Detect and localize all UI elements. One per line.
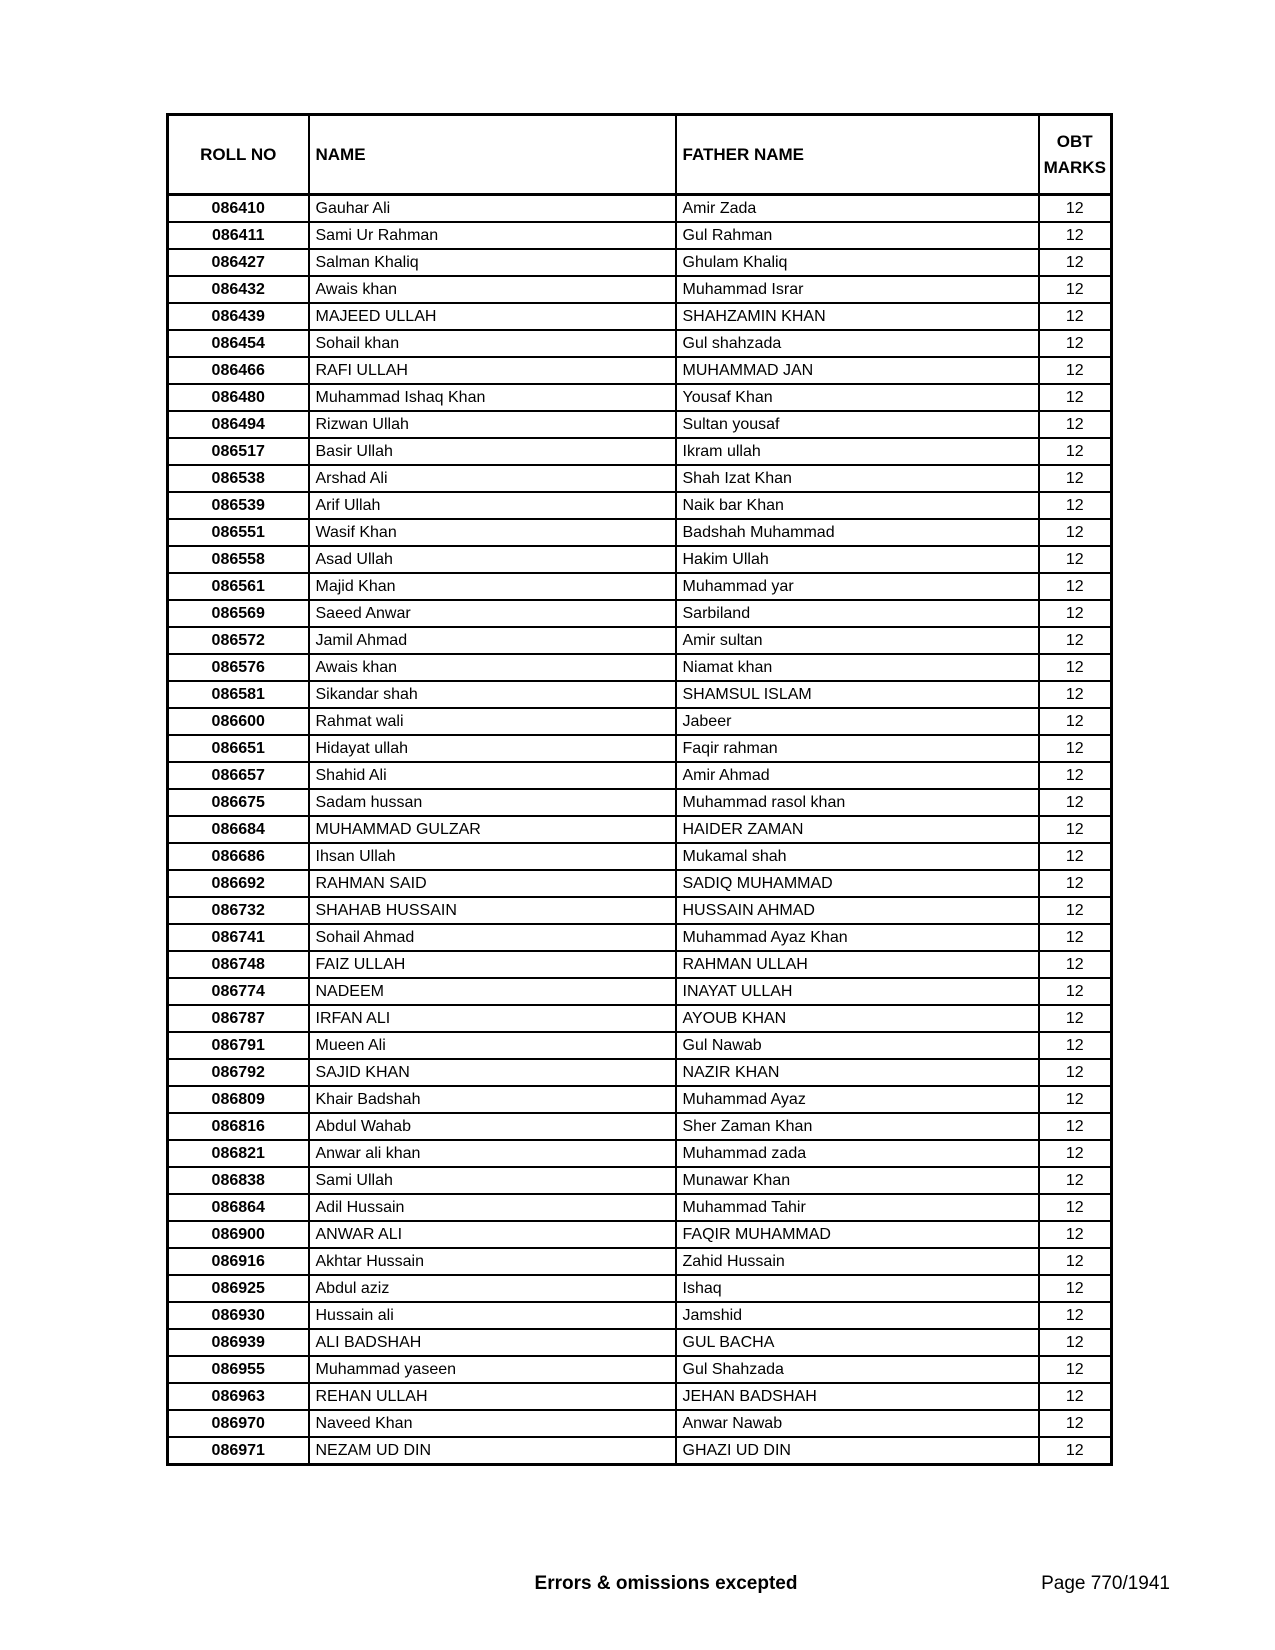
name-cell: Anwar ali khan xyxy=(309,1140,676,1167)
father-name-cell: FAQIR MUHAMMAD xyxy=(676,1221,1039,1248)
col-header-obt-marks: OBT MARKS xyxy=(1039,115,1112,195)
father-name-cell: SADIQ MUHAMMAD xyxy=(676,870,1039,897)
obt-marks-cell: 12 xyxy=(1039,384,1112,411)
father-name-cell: Munawar Khan xyxy=(676,1167,1039,1194)
results-table xyxy=(166,113,1113,1466)
table-row xyxy=(168,438,1112,465)
name-cell: ANWAR ALI xyxy=(309,1221,676,1248)
name-cell: Sikandar shah xyxy=(309,681,676,708)
table-row xyxy=(168,897,1112,924)
table-row xyxy=(168,195,1112,223)
father-name-cell: Faqir rahman xyxy=(676,735,1039,762)
father-name-cell: GHAZI UD DIN xyxy=(676,1437,1039,1465)
obt-marks-cell: 12 xyxy=(1039,924,1112,951)
obt-marks-cell: 12 xyxy=(1039,519,1112,546)
father-name-cell: SHAHZAMIN KHAN xyxy=(676,303,1039,330)
father-name-cell: Jabeer xyxy=(676,708,1039,735)
roll-no-cell: 086427 xyxy=(168,249,309,276)
father-name-cell: GUL BACHA xyxy=(676,1329,1039,1356)
obt-marks-cell: 12 xyxy=(1039,465,1112,492)
name-cell: Hussain ali xyxy=(309,1302,676,1329)
obt-marks-cell: 12 xyxy=(1039,1410,1112,1437)
obt-marks-cell: 12 xyxy=(1039,951,1112,978)
table-row xyxy=(168,276,1112,303)
father-name-cell: Amir sultan xyxy=(676,627,1039,654)
roll-no-cell: 086581 xyxy=(168,681,309,708)
obt-marks-cell: 12 xyxy=(1039,1140,1112,1167)
table-row xyxy=(168,492,1112,519)
table-row xyxy=(168,1167,1112,1194)
name-cell: RAFI ULLAH xyxy=(309,357,676,384)
obt-marks-cell: 12 xyxy=(1039,978,1112,1005)
name-cell: Arif Ullah xyxy=(309,492,676,519)
name-cell: Ihsan Ullah xyxy=(309,843,676,870)
roll-no-cell: 086651 xyxy=(168,735,309,762)
name-cell: Awais khan xyxy=(309,276,676,303)
obt-marks-cell: 12 xyxy=(1039,195,1112,223)
father-name-cell: SHAMSUL ISLAM xyxy=(676,681,1039,708)
header-row xyxy=(168,115,1112,195)
obt-marks-cell: 12 xyxy=(1039,600,1112,627)
roll-no-cell: 086971 xyxy=(168,1437,309,1465)
obt-marks-cell: 12 xyxy=(1039,1383,1112,1410)
roll-no-cell: 086955 xyxy=(168,1356,309,1383)
father-name-cell: Gul shahzada xyxy=(676,330,1039,357)
name-cell: Shahid Ali xyxy=(309,762,676,789)
roll-no-cell: 086686 xyxy=(168,843,309,870)
name-cell: Wasif Khan xyxy=(309,519,676,546)
table-row xyxy=(168,1410,1112,1437)
obt-marks-cell: 12 xyxy=(1039,897,1112,924)
obt-marks-cell: 12 xyxy=(1039,1356,1112,1383)
obt-marks-cell: 12 xyxy=(1039,546,1112,573)
obt-marks-cell: 12 xyxy=(1039,627,1112,654)
roll-no-cell: 086561 xyxy=(168,573,309,600)
obt-marks-cell: 12 xyxy=(1039,1086,1112,1113)
table-row xyxy=(168,627,1112,654)
name-cell: NADEEM xyxy=(309,978,676,1005)
name-cell: Sami Ullah xyxy=(309,1167,676,1194)
father-name-cell: Ikram ullah xyxy=(676,438,1039,465)
roll-no-cell: 086538 xyxy=(168,465,309,492)
table-row xyxy=(168,708,1112,735)
father-name-cell: Muhammad zada xyxy=(676,1140,1039,1167)
father-name-cell: Anwar Nawab xyxy=(676,1410,1039,1437)
table-row xyxy=(168,1032,1112,1059)
roll-no-cell: 086821 xyxy=(168,1140,309,1167)
table-row xyxy=(168,600,1112,627)
father-name-cell: Muhammad Tahir xyxy=(676,1194,1039,1221)
obt-marks-cell: 12 xyxy=(1039,1113,1112,1140)
father-name-cell: Mukamal shah xyxy=(676,843,1039,870)
name-cell: Sohail khan xyxy=(309,330,676,357)
father-name-cell: Gul Nawab xyxy=(676,1032,1039,1059)
roll-no-cell: 086494 xyxy=(168,411,309,438)
table-row xyxy=(168,546,1112,573)
table-row xyxy=(168,357,1112,384)
name-cell: Khair Badshah xyxy=(309,1086,676,1113)
table-row xyxy=(168,1113,1112,1140)
name-cell: ALI BADSHAH xyxy=(309,1329,676,1356)
father-name-cell: Muhammad yar xyxy=(676,573,1039,600)
roll-no-cell: 086576 xyxy=(168,654,309,681)
roll-no-cell: 086411 xyxy=(168,222,309,249)
name-cell: Adil Hussain xyxy=(309,1194,676,1221)
name-cell: Sohail Ahmad xyxy=(309,924,676,951)
table-row xyxy=(168,1437,1112,1465)
roll-no-cell: 086432 xyxy=(168,276,309,303)
name-cell: Gauhar Ali xyxy=(309,195,676,223)
results-table-body xyxy=(168,195,1112,1465)
obt-marks-cell: 12 xyxy=(1039,1032,1112,1059)
table-row xyxy=(168,330,1112,357)
father-name-cell: Gul Shahzada xyxy=(676,1356,1039,1383)
name-cell: Akhtar Hussain xyxy=(309,1248,676,1275)
roll-no-cell: 086838 xyxy=(168,1167,309,1194)
table-row xyxy=(168,951,1112,978)
name-cell: Mueen Ali xyxy=(309,1032,676,1059)
name-cell: MAJEED ULLAH xyxy=(309,303,676,330)
obt-marks-cell: 12 xyxy=(1039,762,1112,789)
table-row xyxy=(168,573,1112,600)
obt-marks-cell: 12 xyxy=(1039,1059,1112,1086)
roll-no-cell: 086732 xyxy=(168,897,309,924)
father-name-cell: RAHMAN ULLAH xyxy=(676,951,1039,978)
name-cell: Majid Khan xyxy=(309,573,676,600)
roll-no-cell: 086741 xyxy=(168,924,309,951)
roll-no-cell: 086600 xyxy=(168,708,309,735)
obt-marks-cell: 12 xyxy=(1039,1194,1112,1221)
roll-no-cell: 086748 xyxy=(168,951,309,978)
obt-marks-cell: 12 xyxy=(1039,1005,1112,1032)
father-name-cell: Muhammad rasol khan xyxy=(676,789,1039,816)
roll-no-cell: 086787 xyxy=(168,1005,309,1032)
obt-marks-cell: 12 xyxy=(1039,411,1112,438)
roll-no-cell: 086900 xyxy=(168,1221,309,1248)
name-cell: Arshad Ali xyxy=(309,465,676,492)
table-row xyxy=(168,519,1112,546)
roll-no-cell: 086963 xyxy=(168,1383,309,1410)
roll-no-cell: 086916 xyxy=(168,1248,309,1275)
father-name-cell: Shah Izat Khan xyxy=(676,465,1039,492)
roll-no-cell: 086774 xyxy=(168,978,309,1005)
father-name-cell: Muhammad Israr xyxy=(676,276,1039,303)
father-name-cell: Niamat khan xyxy=(676,654,1039,681)
obt-marks-cell: 12 xyxy=(1039,1275,1112,1302)
father-name-cell: Gul Rahman xyxy=(676,222,1039,249)
father-name-cell: AYOUB KHAN xyxy=(676,1005,1039,1032)
page-number: Page 770/1941 xyxy=(1041,1573,1170,1594)
name-cell: Hidayat ullah xyxy=(309,735,676,762)
table-row xyxy=(168,222,1112,249)
table-row xyxy=(168,1221,1112,1248)
roll-no-cell: 086517 xyxy=(168,438,309,465)
table-row xyxy=(168,1302,1112,1329)
roll-no-cell: 086925 xyxy=(168,1275,309,1302)
father-name-cell: Muhammad Ayaz xyxy=(676,1086,1039,1113)
roll-no-cell: 086675 xyxy=(168,789,309,816)
roll-no-cell: 086551 xyxy=(168,519,309,546)
father-name-cell: HAIDER ZAMAN xyxy=(676,816,1039,843)
name-cell: IRFAN ALI xyxy=(309,1005,676,1032)
obt-marks-cell: 12 xyxy=(1039,1248,1112,1275)
roll-no-cell: 086792 xyxy=(168,1059,309,1086)
father-name-cell: Sher Zaman Khan xyxy=(676,1113,1039,1140)
roll-no-cell: 086684 xyxy=(168,816,309,843)
roll-no-cell: 086930 xyxy=(168,1302,309,1329)
name-cell: Rahmat wali xyxy=(309,708,676,735)
roll-no-cell: 086939 xyxy=(168,1329,309,1356)
father-name-cell: Yousaf Khan xyxy=(676,384,1039,411)
table-row xyxy=(168,789,1112,816)
footer-note: Errors & omissions excepted xyxy=(534,1573,798,1594)
father-name-cell: JEHAN BADSHAH xyxy=(676,1383,1039,1410)
name-cell: REHAN ULLAH xyxy=(309,1383,676,1410)
roll-no-cell: 086439 xyxy=(168,303,309,330)
father-name-cell: Hakim Ullah xyxy=(676,546,1039,573)
roll-no-cell: 086816 xyxy=(168,1113,309,1140)
table-row xyxy=(168,924,1112,951)
table-row xyxy=(168,735,1112,762)
roll-no-cell: 086454 xyxy=(168,330,309,357)
table-row xyxy=(168,1275,1112,1302)
obt-marks-cell: 12 xyxy=(1039,1221,1112,1248)
name-cell: FAIZ ULLAH xyxy=(309,951,676,978)
father-name-cell: Sultan yousaf xyxy=(676,411,1039,438)
obt-marks-cell: 12 xyxy=(1039,654,1112,681)
table-row xyxy=(168,1194,1112,1221)
name-cell: Muhammad Ishaq Khan xyxy=(309,384,676,411)
name-cell: Sami Ur Rahman xyxy=(309,222,676,249)
obt-marks-cell: 12 xyxy=(1039,1167,1112,1194)
name-cell: Abdul Wahab xyxy=(309,1113,676,1140)
obt-marks-cell: 12 xyxy=(1039,843,1112,870)
roll-no-cell: 086480 xyxy=(168,384,309,411)
father-name-cell: Ishaq xyxy=(676,1275,1039,1302)
roll-no-cell: 086657 xyxy=(168,762,309,789)
name-cell: MUHAMMAD GULZAR xyxy=(309,816,676,843)
table-row xyxy=(168,303,1112,330)
father-name-cell: Zahid Hussain xyxy=(676,1248,1039,1275)
table-row xyxy=(168,1086,1112,1113)
table-row xyxy=(168,654,1112,681)
obt-marks-cell: 12 xyxy=(1039,816,1112,843)
table-row xyxy=(168,249,1112,276)
table-row xyxy=(168,978,1112,1005)
table-row xyxy=(168,384,1112,411)
name-cell: Naveed Khan xyxy=(309,1410,676,1437)
name-cell: Sadam hussan xyxy=(309,789,676,816)
obt-marks-cell: 12 xyxy=(1039,1329,1112,1356)
table-row xyxy=(168,1140,1112,1167)
obt-marks-cell: 12 xyxy=(1039,870,1112,897)
roll-no-cell: 086864 xyxy=(168,1194,309,1221)
obt-marks-cell: 12 xyxy=(1039,222,1112,249)
name-cell: SHAHAB HUSSAIN xyxy=(309,897,676,924)
table-row xyxy=(168,1356,1112,1383)
obt-marks-cell: 12 xyxy=(1039,573,1112,600)
obt-marks-cell: 12 xyxy=(1039,357,1112,384)
father-name-cell: MUHAMMAD JAN xyxy=(676,357,1039,384)
table-row xyxy=(168,870,1112,897)
obt-marks-cell: 12 xyxy=(1039,276,1112,303)
table-row xyxy=(168,411,1112,438)
obt-marks-cell: 12 xyxy=(1039,708,1112,735)
father-name-cell: Badshah Muhammad xyxy=(676,519,1039,546)
name-cell: RAHMAN SAID xyxy=(309,870,676,897)
obt-marks-cell: 12 xyxy=(1039,330,1112,357)
table-row xyxy=(168,465,1112,492)
table-row xyxy=(168,1005,1112,1032)
col-header-father-name: FATHER NAME xyxy=(676,115,1039,195)
name-cell: Muhammad yaseen xyxy=(309,1356,676,1383)
roll-no-cell: 086558 xyxy=(168,546,309,573)
roll-no-cell: 086809 xyxy=(168,1086,309,1113)
father-name-cell: Amir Ahmad xyxy=(676,762,1039,789)
roll-no-cell: 086692 xyxy=(168,870,309,897)
obt-marks-cell: 12 xyxy=(1039,1437,1112,1465)
name-cell: Basir Ullah xyxy=(309,438,676,465)
roll-no-cell: 086572 xyxy=(168,627,309,654)
table-row xyxy=(168,681,1112,708)
roll-no-cell: 086569 xyxy=(168,600,309,627)
father-name-cell: INAYAT ULLAH xyxy=(676,978,1039,1005)
table-row xyxy=(168,1383,1112,1410)
table-row xyxy=(168,1059,1112,1086)
father-name-cell: Amir Zada xyxy=(676,195,1039,223)
name-cell: SAJID KHAN xyxy=(309,1059,676,1086)
table-row xyxy=(168,762,1112,789)
father-name-cell: Ghulam Khaliq xyxy=(676,249,1039,276)
roll-no-cell: 086791 xyxy=(168,1032,309,1059)
table-row xyxy=(168,816,1112,843)
obt-marks-cell: 12 xyxy=(1039,249,1112,276)
obt-marks-cell: 12 xyxy=(1039,789,1112,816)
name-cell: Awais khan xyxy=(309,654,676,681)
father-name-cell: HUSSAIN AHMAD xyxy=(676,897,1039,924)
name-cell: Saeed Anwar xyxy=(309,600,676,627)
name-cell: NEZAM UD DIN xyxy=(309,1437,676,1465)
name-cell: Asad Ullah xyxy=(309,546,676,573)
roll-no-cell: 086539 xyxy=(168,492,309,519)
father-name-cell: NAZIR KHAN xyxy=(676,1059,1039,1086)
father-name-cell: Muhammad Ayaz Khan xyxy=(676,924,1039,951)
father-name-cell: Naik bar Khan xyxy=(676,492,1039,519)
obt-marks-cell: 12 xyxy=(1039,1302,1112,1329)
col-header-roll-no: ROLL NO xyxy=(168,115,309,195)
father-name-cell: Sarbiland xyxy=(676,600,1039,627)
col-header-name: NAME xyxy=(309,115,676,195)
name-cell: Abdul aziz xyxy=(309,1275,676,1302)
roll-no-cell: 086970 xyxy=(168,1410,309,1437)
obt-marks-cell: 12 xyxy=(1039,681,1112,708)
obt-marks-cell: 12 xyxy=(1039,492,1112,519)
roll-no-cell: 086410 xyxy=(168,195,309,223)
table-row xyxy=(168,843,1112,870)
obt-marks-cell: 12 xyxy=(1039,303,1112,330)
name-cell: Jamil Ahmad xyxy=(309,627,676,654)
table-row xyxy=(168,1329,1112,1356)
obt-marks-cell: 12 xyxy=(1039,735,1112,762)
table-row xyxy=(168,1248,1112,1275)
obt-marks-cell: 12 xyxy=(1039,438,1112,465)
father-name-cell: Jamshid xyxy=(676,1302,1039,1329)
name-cell: Rizwan Ullah xyxy=(309,411,676,438)
roll-no-cell: 086466 xyxy=(168,357,309,384)
name-cell: Salman Khaliq xyxy=(309,249,676,276)
